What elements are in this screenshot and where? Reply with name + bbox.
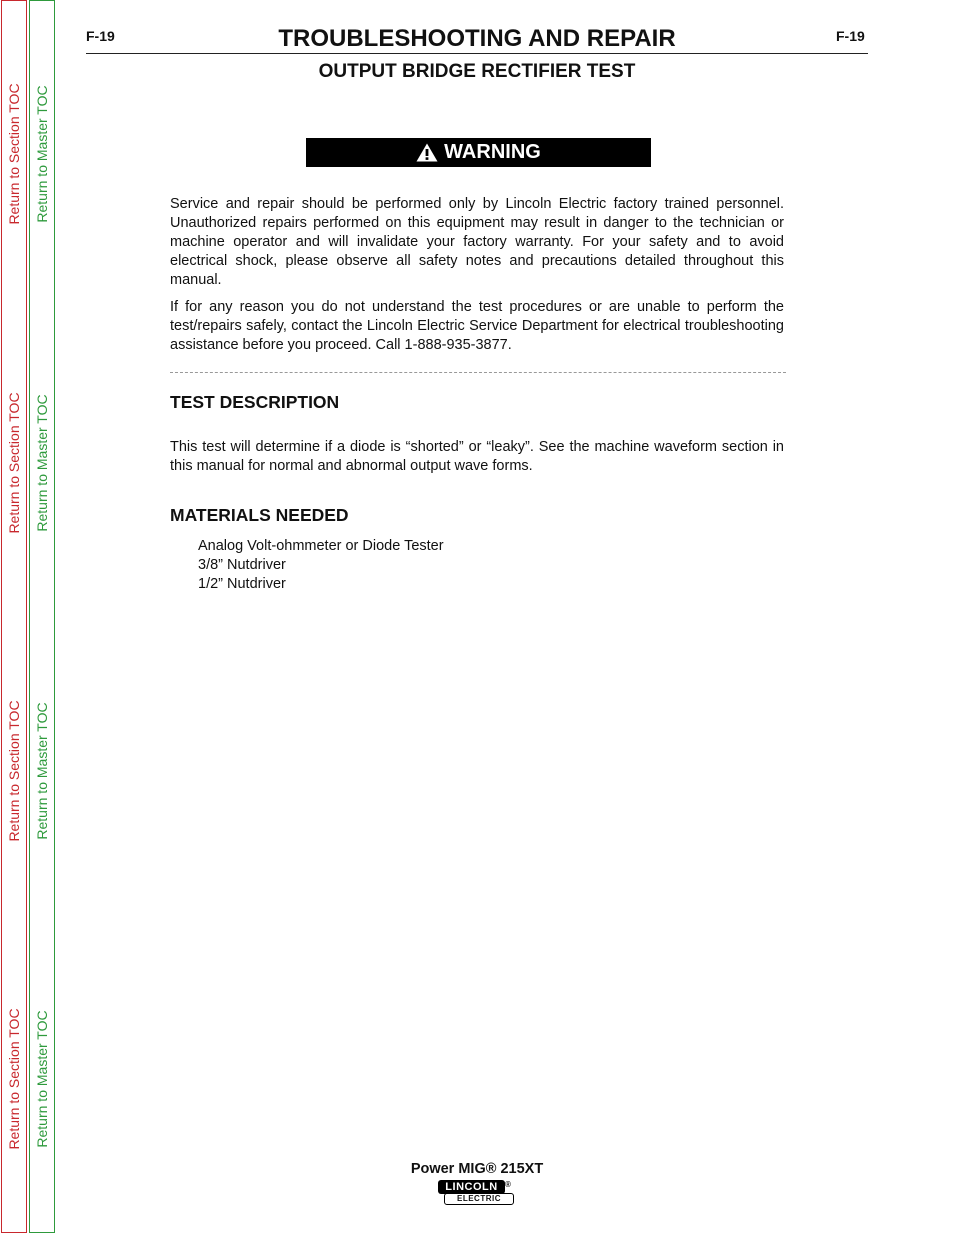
return-to-section-toc-link[interactable]: Return to Section TOC xyxy=(6,1008,22,1150)
logo-top-text: LINCOLN xyxy=(438,1180,505,1194)
warning-paragraph: Service and repair should be performed only by Lincoln Electric factory trained personnel. Unauthorized repairs performed on this equipment may result in danger to the technician or machine operator and will invalidate your factory warranty. For your safety and to avoid electrical shock, please observe all safety notes and precautions detailed throughout this manual. xyxy=(170,196,784,288)
page-title: TROUBLESHOOTING AND REPAIR xyxy=(278,25,676,52)
warning-banner xyxy=(306,138,651,167)
logo-bottom-text: ELECTRIC xyxy=(444,1193,514,1205)
return-to-section-toc-link[interactable]: Return to Section TOC xyxy=(6,83,22,225)
dashed-divider xyxy=(170,372,786,373)
page-subtitle: OUTPUT BRIDGE RECTIFIER TEST xyxy=(318,61,636,82)
list-item: 1/2” Nutdriver xyxy=(198,576,286,592)
footer-model-name: Power MIG® 215XT xyxy=(410,1161,544,1177)
list-item: 3/8” Nutdriver xyxy=(198,557,286,573)
section-toc-sidebar xyxy=(1,0,27,1233)
list-item: Analog Volt-ohmmeter or Diode Tester xyxy=(198,538,444,554)
return-to-master-toc-link[interactable]: Return to Master TOC xyxy=(34,394,50,532)
page-code-left: F-19 xyxy=(86,28,115,44)
test-description-heading: TEST DESCRIPTION xyxy=(170,392,340,412)
return-to-master-toc-link[interactable]: Return to Master TOC xyxy=(34,85,50,223)
warning-paragraph: If for any reason you do not understand the test procedures or are unable to perform the test/repairs safely, contact the Lincoln Electric Service Department for electrical troubleshooting assistance before you proceed. Call 1-888-935-3877. xyxy=(170,299,784,353)
return-to-master-toc-link[interactable]: Return to Master TOC xyxy=(34,1010,50,1148)
page-code-right: F-19 xyxy=(836,28,865,44)
warning-label: WARNING xyxy=(444,141,541,163)
materials-needed-heading: MATERIALS NEEDED xyxy=(170,505,349,525)
materials-list xyxy=(198,537,444,594)
warning-triangle-icon xyxy=(416,143,438,162)
test-description-text: This test will determine if a diode is “shorted” or “leaky”. See the machine waveform section in this manual for normal and abnormal output wave forms. xyxy=(170,439,784,474)
header-rule xyxy=(86,53,868,54)
logo-registered-mark: ® xyxy=(505,1180,511,1189)
master-toc-sidebar xyxy=(29,0,55,1233)
lincoln-electric-logo xyxy=(438,1180,516,1208)
return-to-master-toc-link[interactable]: Return to Master TOC xyxy=(34,702,50,840)
return-to-section-toc-link[interactable]: Return to Section TOC xyxy=(6,700,22,842)
return-to-section-toc-link[interactable]: Return to Section TOC xyxy=(6,392,22,534)
